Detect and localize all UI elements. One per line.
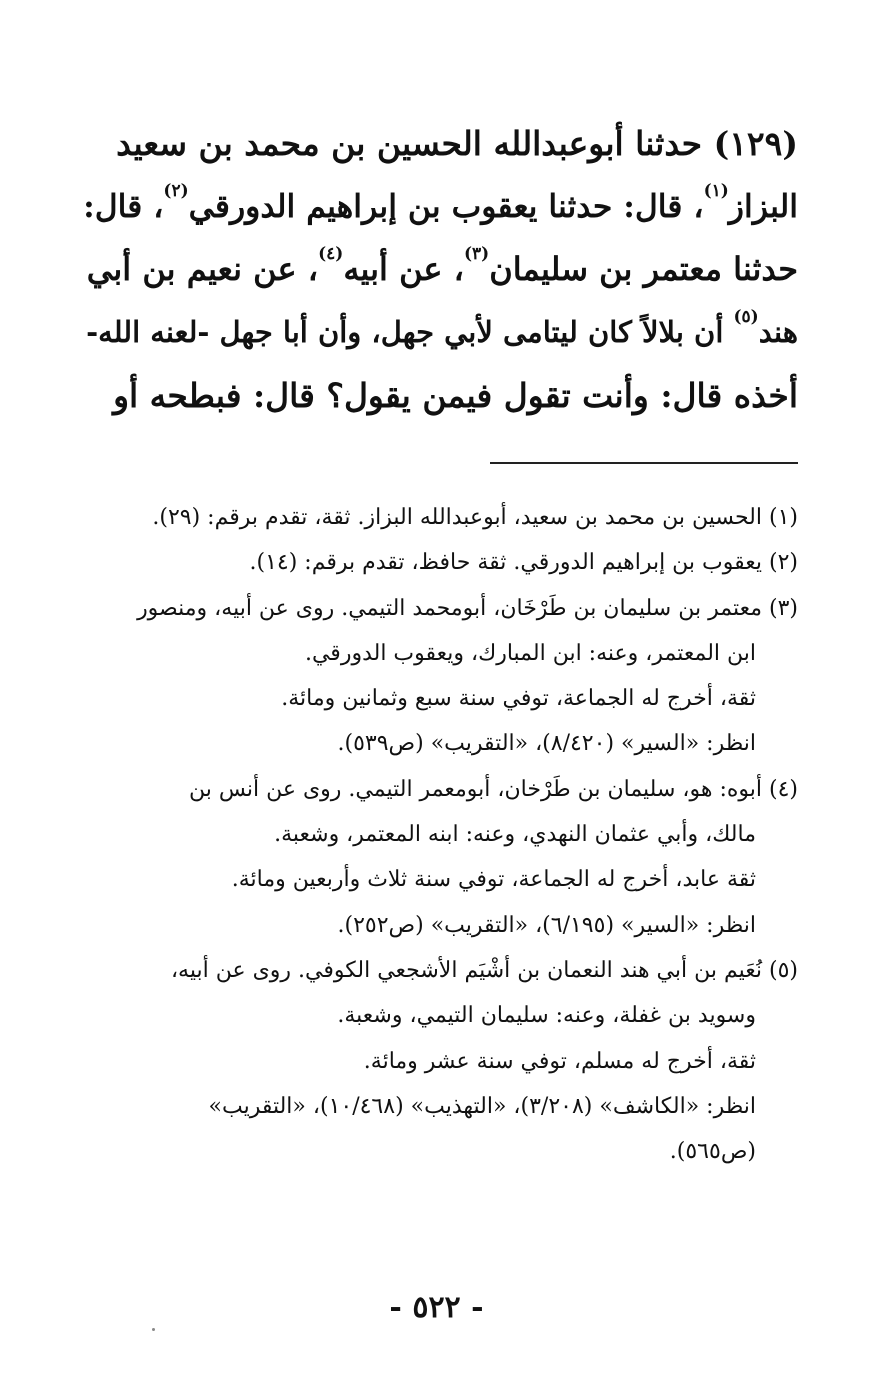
footnote-3: (٣) معتمر بن سليمان بن طَرْخَان، أبومحمد التيمي. روى عن أبيه، ومنصور (137, 595, 798, 621)
footnote-4: (٤) أبوه: هو، سليمان بن طَرْخان، أبومعمر التيمي. روى عن أنس بن (188, 776, 798, 802)
footnote-2: (٢) يعقوب بن إبراهيم الدورقي. ثقة حافظ، تقدم برقم: (١٤). (249, 550, 798, 576)
footnotes (78, 495, 798, 1174)
footnote-ref[interactable]: (٤) (318, 244, 344, 264)
footnote-3-cont: ابن المعتمر، وعنه: ابن المبارك، ويعقوب الدورقي. (304, 640, 756, 666)
main-text-line (78, 301, 798, 364)
footnote-5-refs: انظر: «الكاشف» (٣/٢٠٨)، «التهذيب» (١٠/٤٦٨)، «التقريب» (208, 1093, 756, 1119)
main-text-line (78, 175, 798, 238)
footnote-ref[interactable]: (٣) (463, 244, 490, 264)
main-text-span: هند (758, 315, 798, 349)
footnote-5-grade: ثقة، أخرج له مسلم، توفي سنة عشر ومائة. (363, 1048, 756, 1074)
main-text-span: حدثنا معتمر بن سليمان (489, 250, 798, 288)
main-text-span: ، قال: حدثنا يعقوب بن إبراهيم الدورقي (188, 188, 704, 225)
main-text-span: أخذه قال: وأنت تقول فيمن يقول؟ قال: فبطحه أو (113, 376, 798, 415)
main-text-line (78, 112, 798, 175)
hadith-opening: (١٢٩) حدثنا أبوعبدالله الحسين بن محمد بن سعيد (116, 124, 798, 163)
footnote-ref[interactable]: (١) (703, 181, 729, 201)
footnote-3-grade: ثقة، أخرج له الجماعة، توفي سنة سبع وثمانين ومائة. (281, 686, 756, 712)
footnote-3-refs: انظر: «السير» (٨/٤٢٠)، «التقريب» (ص٥٣٩). (337, 731, 756, 757)
footnote-5-cont: وسويد بن غفلة، وعنه: سليمان التيمي، وشعبة. (337, 1003, 756, 1029)
footnote-5: (٥) نُعَيم بن أبي هند النعمان بن أشْيَم الأشجعي الكوفي. روى عن أبيه، (170, 957, 798, 983)
main-text (78, 112, 798, 427)
footnote-ref[interactable]: (٢) (163, 181, 189, 201)
main-text-span: البزاز (728, 188, 798, 225)
footnote-4-cont: مالك، وأبي عثمان النهدي، وعنه: ابنه المعتمر، وشعبة. (274, 822, 756, 848)
footnote-ref[interactable]: (٥) (733, 307, 759, 327)
main-text-line (78, 364, 798, 427)
main-text-line (78, 238, 798, 301)
main-text-span: ، قال: (83, 188, 164, 225)
main-text-span: أن بلالاً كان ليتامى لأبي جهل، وأن أبا جهل -لعنه الله- (86, 315, 734, 349)
footnote-4-refs: انظر: «السير» (٦/١٩٥)، «التقريب» (ص٢٥٢). (337, 912, 756, 938)
main-text-span: ، عن نعيم بن أبي (86, 250, 319, 288)
scan-speck (152, 1328, 155, 1331)
footnote-4-grade: ثقة عابد، أخرج له الجماعة، توفي سنة ثلاث وأربعين ومائة. (231, 867, 756, 893)
main-text-span: ، عن أبيه (343, 250, 464, 288)
page-number: - ٥٢٢ - (389, 1290, 484, 1325)
footnote-1: (١) الحسين بن محمد بن سعيد، أبوعبدالله البزاز. ثقة، تقدم برقم: (٢٩). (152, 505, 798, 530)
footnote-5-refs-cont: (ص٥٦٥). (669, 1139, 756, 1165)
footnote-separator (490, 462, 798, 464)
